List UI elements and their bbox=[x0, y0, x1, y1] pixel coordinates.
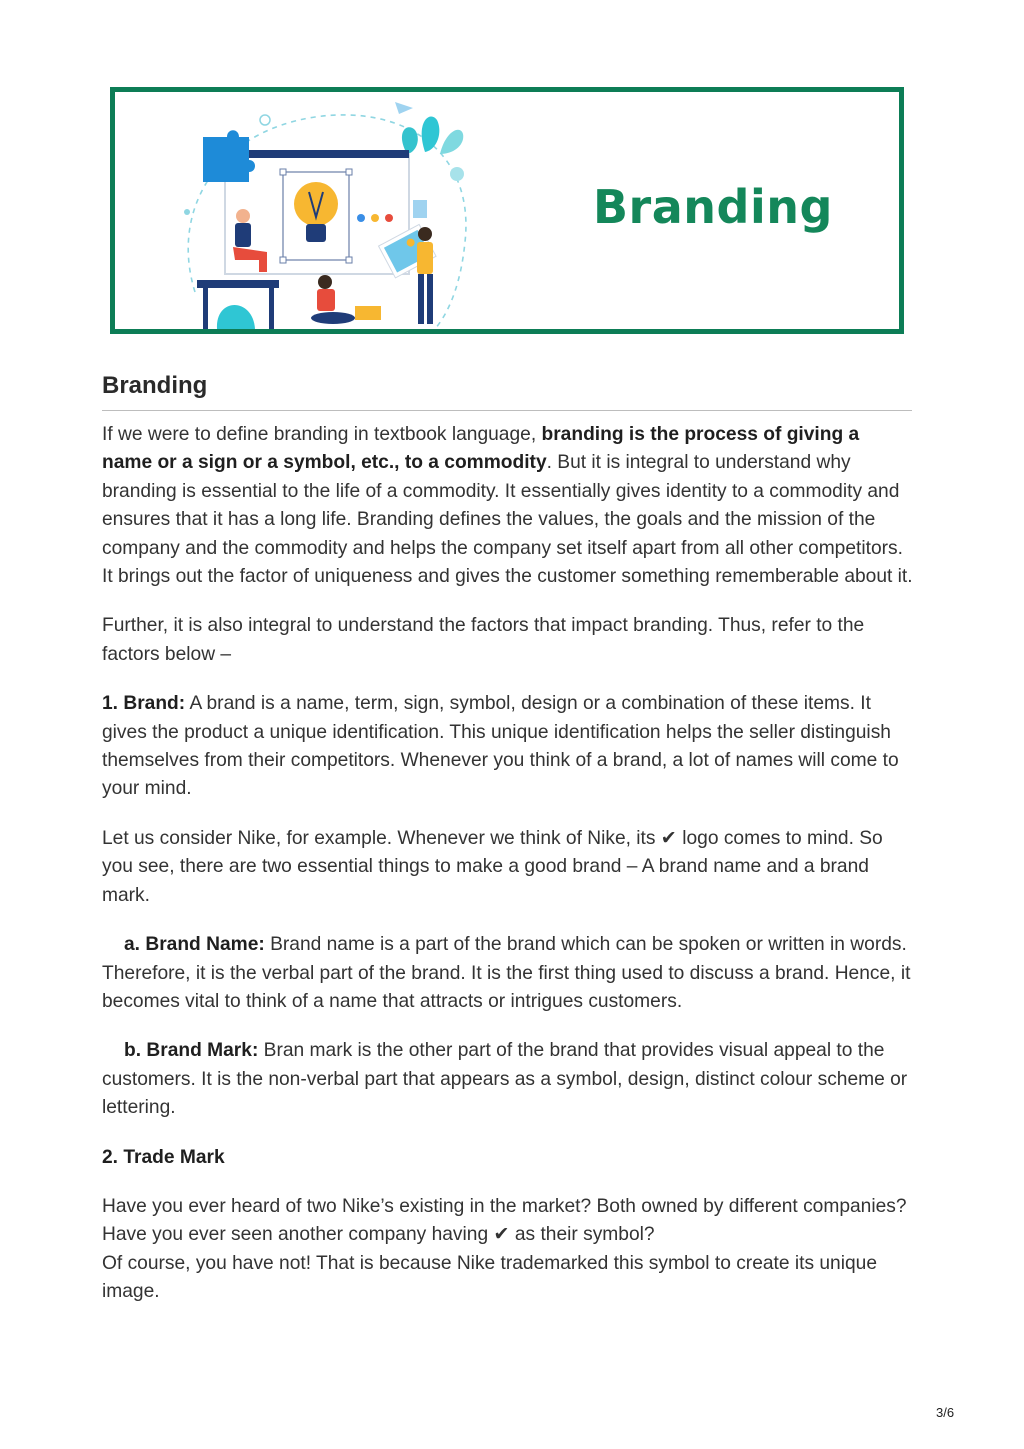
article-body bbox=[102, 421, 914, 1328]
paragraph-brand-mark bbox=[102, 1037, 914, 1122]
paragraph-definition bbox=[102, 421, 914, 591]
paragraph-text: . But it is integral to understand why branding is essential to the life of a commodity. It essentially gives identity to a commodity and ensures that it has a long life. Branding defines the values, the goals and the mission of the company and the commodity and helps the company set itself apart from all other competitors. It brings out the factor of uniqueness and gives the customer something rememberable about it. bbox=[102, 452, 913, 588]
paragraph-trade-mark bbox=[102, 1193, 914, 1307]
bold-definition: branding is the process of giving a name or a sign or a symbol, etc., to a commodity bbox=[102, 424, 860, 474]
paragraph-nike-example: Let us consider Nike, for example. Whenever we think of Nike, its ✔ logo comes to mind. So you see, there are two essential things to make a good brand – A brand name and a brand mark. bbox=[102, 827, 883, 906]
heading-divider bbox=[102, 410, 912, 411]
banner-title: Branding bbox=[593, 180, 833, 234]
brand-mark-label: b. Brand Mark: bbox=[124, 1040, 259, 1062]
page-number: 3/6 bbox=[936, 1405, 955, 1420]
paragraph-text: Have you ever heard of two Nike’s existing in the market? Both owned by different companies? Have you ever seen another company having ✔ as their symbol? bbox=[102, 1195, 907, 1246]
paragraph-trade-mark-heading bbox=[102, 1144, 914, 1172]
paragraph-text: Bran mark is the other part of the brand that provides visual appeal to the customers. It is the non-verbal part that appears as a symbol, design, distinct colour scheme or lettering. bbox=[102, 1040, 908, 1119]
paragraph-brand bbox=[102, 690, 914, 804]
paragraph-brand-name bbox=[102, 931, 914, 1016]
brand-label: 1. Brand: bbox=[102, 693, 186, 715]
paragraph-text: Of course, you have not! That is because Nike trademarked this symbol to create its unique image. bbox=[102, 1252, 878, 1303]
brand-name-label: a. Brand Name: bbox=[124, 934, 265, 956]
paragraph-text: A brand is a name, term, sign, symbol, design or a combination of these items. It gives the product a unique identification. This unique identification helps the seller distinguish themselves from their competitors. Whenever you think of a brand, a lot of names will come to your mind. bbox=[102, 693, 899, 800]
paragraph-text: Brand name is a part of the brand which can be spoken or written in words. Therefore, it is the verbal part of the brand. It is the first thing used to discuss a brand. Hence, it becomes vital to think of a name that attracts or intrigues customers. bbox=[102, 934, 911, 1012]
section-heading: Branding bbox=[102, 372, 208, 399]
branding-illustration bbox=[175, 92, 485, 329]
paragraph-factors-intro: Further, it is also integral to understand the factors that impact branding. Thus, refer to the factors below – bbox=[102, 615, 865, 665]
header-banner bbox=[110, 87, 904, 334]
paragraph-text: If we were to define branding in textbook language, bbox=[102, 424, 542, 445]
trade-mark-label: 2. Trade Mark bbox=[102, 1146, 225, 1168]
